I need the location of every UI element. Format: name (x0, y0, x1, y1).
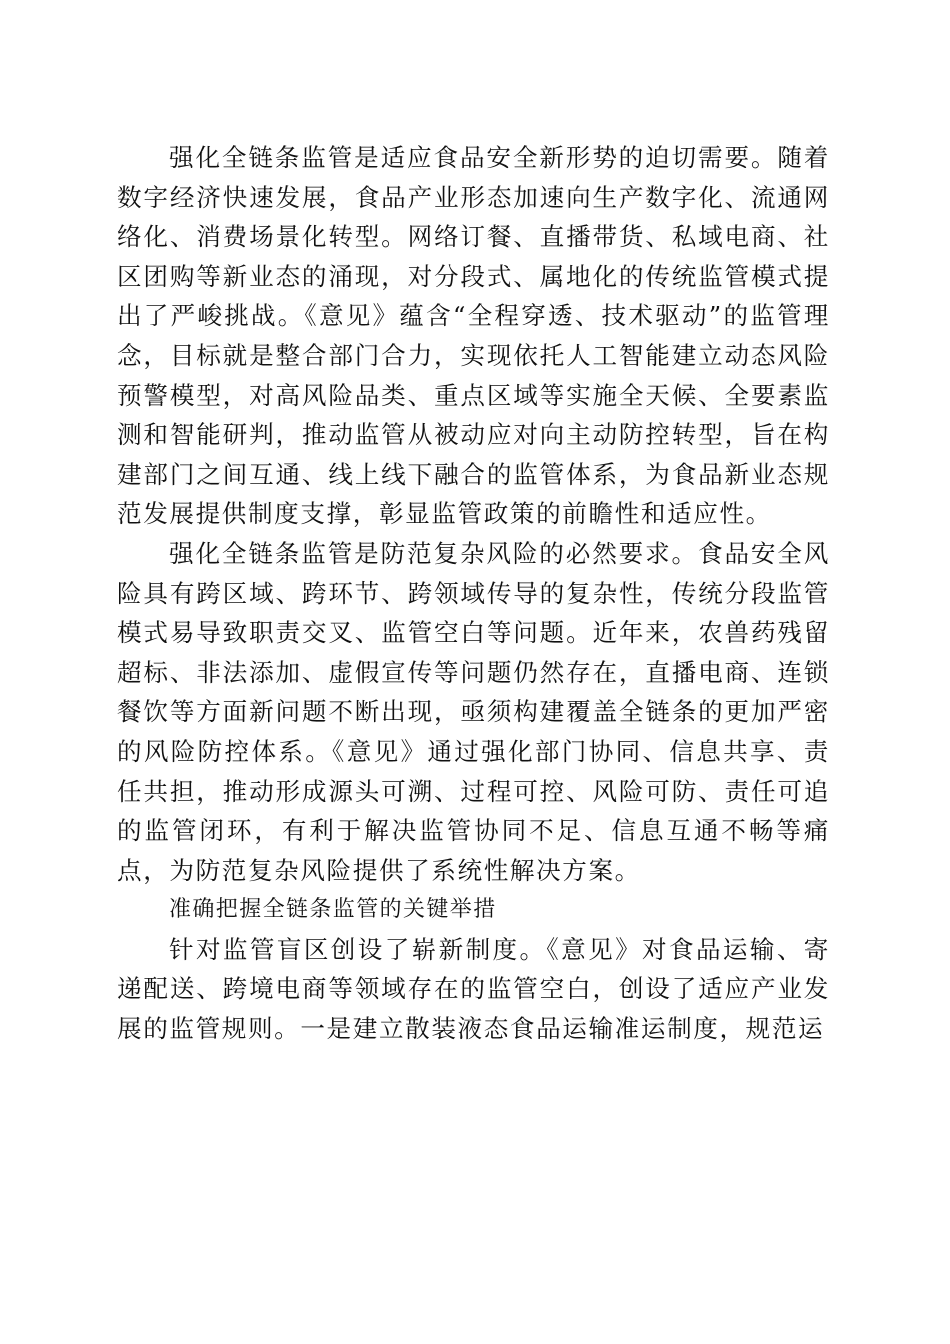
paragraph-2: 强化全链条监管是防范复杂风险的必然要求。食品安全风险具有跨区域、跨环节、跨领域传导的复杂性，传统分段监管模式易导致职责交叉、监管空白等问题。近年来，农兽药残留超标、非法添加、虚假宣传等问题仍然存在，直播电商、连锁餐饮等方面新问题不断出现，亟须构建覆盖全链条的更加严密的风险防控体系。《意见》通过强化部门协同、信息共享、责任共担，推动形成源头可溯、过程可控、风险可防、责任可追的监管闭环，有利于解决监管协同不足、信息互通不畅等痛点，为防范复杂风险提供了系统性解决方案。 (117, 538, 830, 885)
paragraph-1: 强化全链条监管是适应食品安全新形势的迫切需要。随着数字经济快速发展，食品产业形态加速向生产数字化、流通网络化、消费场景化转型。网络订餐、直播带货、私域电商、社区团购等新业态的涌现，对分段式、属地化的传统监管模式提出了严峻挑战。《意见》蕴含“全程穿透、技术驱动”的监管理念，目标就是整合部门合力，实现依托人工智能建立动态风险预警模型，对高风险品类、重点区域等实施全天候、全要素监测和智能研判，推动监管从被动应对向主动防控转型，旨在构建部门之间互通、线上线下融合的监管体系，为食品新业态规范发展提供制度支撑，彰显监管政策的前瞻性和适应性。 (117, 143, 830, 529)
document-page (117, 138, 830, 1049)
paragraph-3: 针对监管盲区创设了崭新制度。《意见》对食品运输、寄递配送、跨境电商等领域存在的监管空白，创设了适应产业发展的监管规则。一是建立散装液态食品运输准运制度，规范运 (117, 934, 830, 1044)
section-heading: 准确把握全链条监管的关键举措 (169, 897, 497, 923)
